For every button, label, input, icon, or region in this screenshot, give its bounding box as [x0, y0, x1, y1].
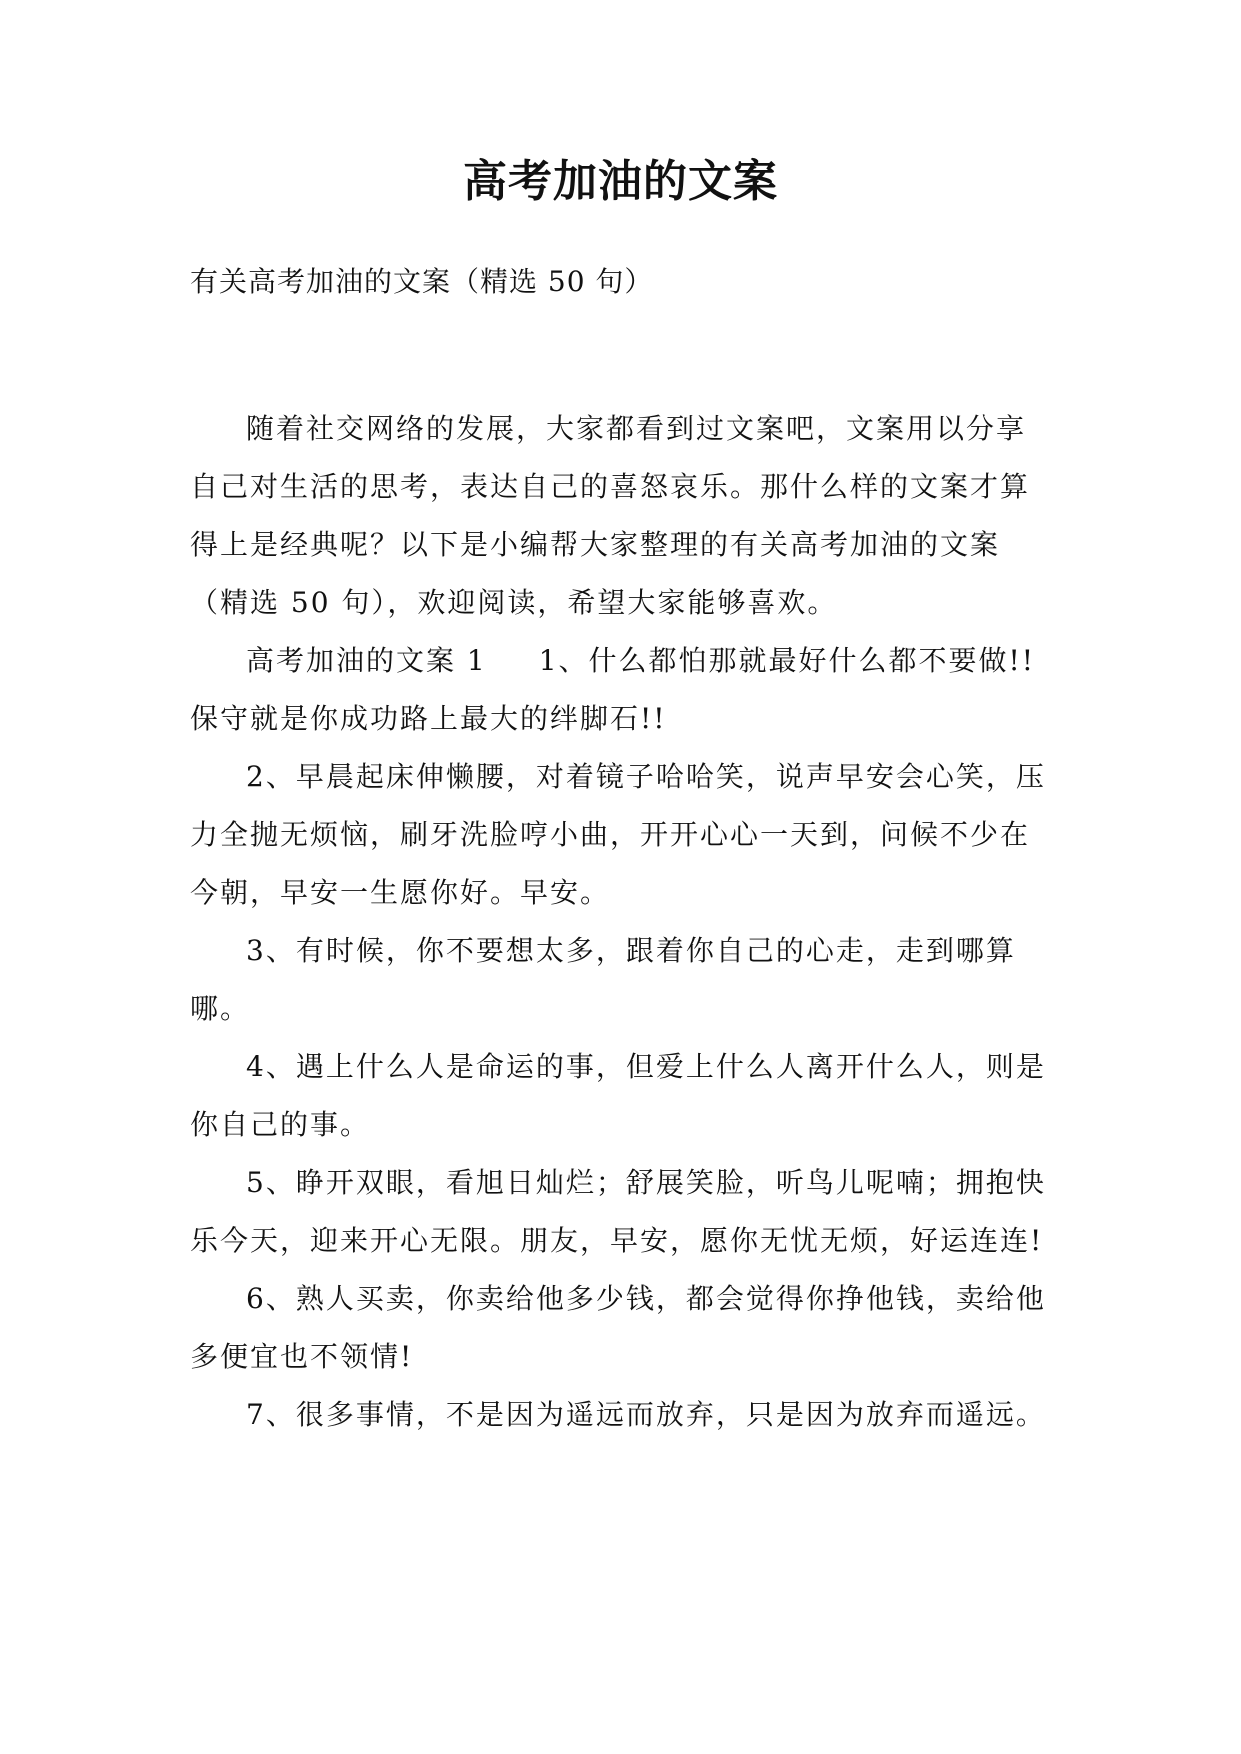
list-item: 5、睁开双眼，看旭日灿烂；舒展笑脸，听鸟儿呢喃；拥抱快乐今天，迎来开心无限。朋友，早安，愿你无忧无烦，好运连连! — [190, 1166, 1046, 1257]
list-item: 3、有时候，你不要想太多，跟着你自己的心走，走到哪算哪。 — [190, 934, 1016, 1025]
list-item: 7、很多事情，不是因为遥远而放弃，只是因为放弃而遥远。 — [246, 1398, 1046, 1431]
list-item: 1、什么都怕那就最好什么都不要做!! 保守就是你成功路上最大的绊脚石!! — [190, 644, 1036, 735]
section-paragraph — [190, 632, 1050, 748]
document-title: 高考加油的文案 — [463, 156, 778, 207]
document-body — [190, 400, 1050, 1444]
intro-paragraph: 随着社交网络的发展，大家都看到过文案吧，文案用以分享自己对生活的思考，表达自己的喜怒哀乐。那什么样的文案才算得上是经典呢？以下是小编帮大家整理的有关高考加油的文案（精选 50 句），欢迎阅读，希望大家能够喜欢。 — [190, 412, 1031, 619]
section-heading: 高考加油的文案 1 — [246, 644, 487, 677]
list-item: 2、早晨起床伸懒腰，对着镜子哈哈笑，说声早安会心笑，压力全抛无烦恼，刷牙洗脸哼小曲，开开心心一天到，问候不少在今朝，早安一生愿你好。早安。 — [190, 760, 1046, 909]
list-item: 4、遇上什么人是命运的事，但爱上什么人离开什么人，则是你自己的事。 — [190, 1050, 1046, 1141]
document-subtitle: 有关高考加油的文案（精选 50 句） — [190, 265, 654, 298]
list-item: 6、熟人买卖，你卖给他多少钱，都会觉得你挣他钱，卖给他多便宜也不领情! — [190, 1282, 1046, 1373]
